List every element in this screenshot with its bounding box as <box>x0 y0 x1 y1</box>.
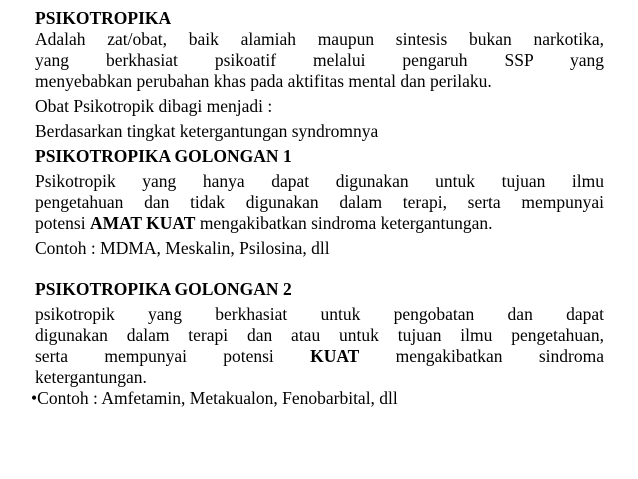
golongan1-heading: PSIKOTROPIKA GOLONGAN 1 <box>35 146 292 166</box>
bullet-icon: • <box>31 388 38 408</box>
intro-text: Obat Psikotropik dibagi menjadi : <box>35 96 273 116</box>
golongan2-example <box>31 388 600 409</box>
main-heading: PSIKOTROPIKA <box>35 8 172 28</box>
golongan1-line: Psikotropik yang hanya dapat digunakan untuk tujuan ilmu <box>35 171 604 191</box>
golongan1-description <box>35 171 604 234</box>
definition-line: Adalah zat/obat, baik alamiah maupun sintesis bukan narkotika, <box>35 29 604 49</box>
golongan2-line: ketergantungan. <box>35 367 147 387</box>
golongan1-line3-prefix: potensi <box>35 213 90 233</box>
definition-line: yang berkhasiat psikoatif melalui pengaruh SSP yang <box>35 50 604 70</box>
golongan2-line3-prefix: serta mempunyai potensi <box>35 346 311 366</box>
golongan2-line3-suffix: mengakibatkan sindroma <box>359 346 604 366</box>
golongan1-example: Contoh : MDMA, Meskalin, Psilosina, dll <box>35 238 330 258</box>
definition-paragraph <box>35 29 604 92</box>
golongan2-description <box>35 304 604 388</box>
slide-content <box>31 8 604 409</box>
golongan2-potency: KUAT <box>310 346 360 366</box>
basis-text: Berdasarkan tingkat ketergantungan syndromnya <box>35 121 379 141</box>
definition-line: menyebabkan perubahan khas pada aktifitas mental dan perilaku. <box>35 71 492 91</box>
golongan1-line: pengetahuan dan tidak digunakan dalam terapi, serta mempunyai <box>35 192 604 212</box>
golongan2-line: digunakan dalam terapi dan atau untuk tujuan ilmu pengetahuan, <box>35 325 604 345</box>
golongan1-line3-suffix: mengakibatkan sindroma ketergantungan. <box>195 213 493 233</box>
golongan2-line <box>35 346 604 367</box>
golongan1-line <box>35 213 604 234</box>
golongan2-line: psikotropik yang berkhasiat untuk pengobatan dan dapat <box>35 304 604 324</box>
golongan2-heading: PSIKOTROPIKA GOLONGAN 2 <box>35 279 292 299</box>
golongan1-potency: AMAT KUAT <box>89 213 196 233</box>
golongan2-example-text: Contoh : Amfetamin, Metakualon, Fenobarbital, dll <box>37 388 398 408</box>
